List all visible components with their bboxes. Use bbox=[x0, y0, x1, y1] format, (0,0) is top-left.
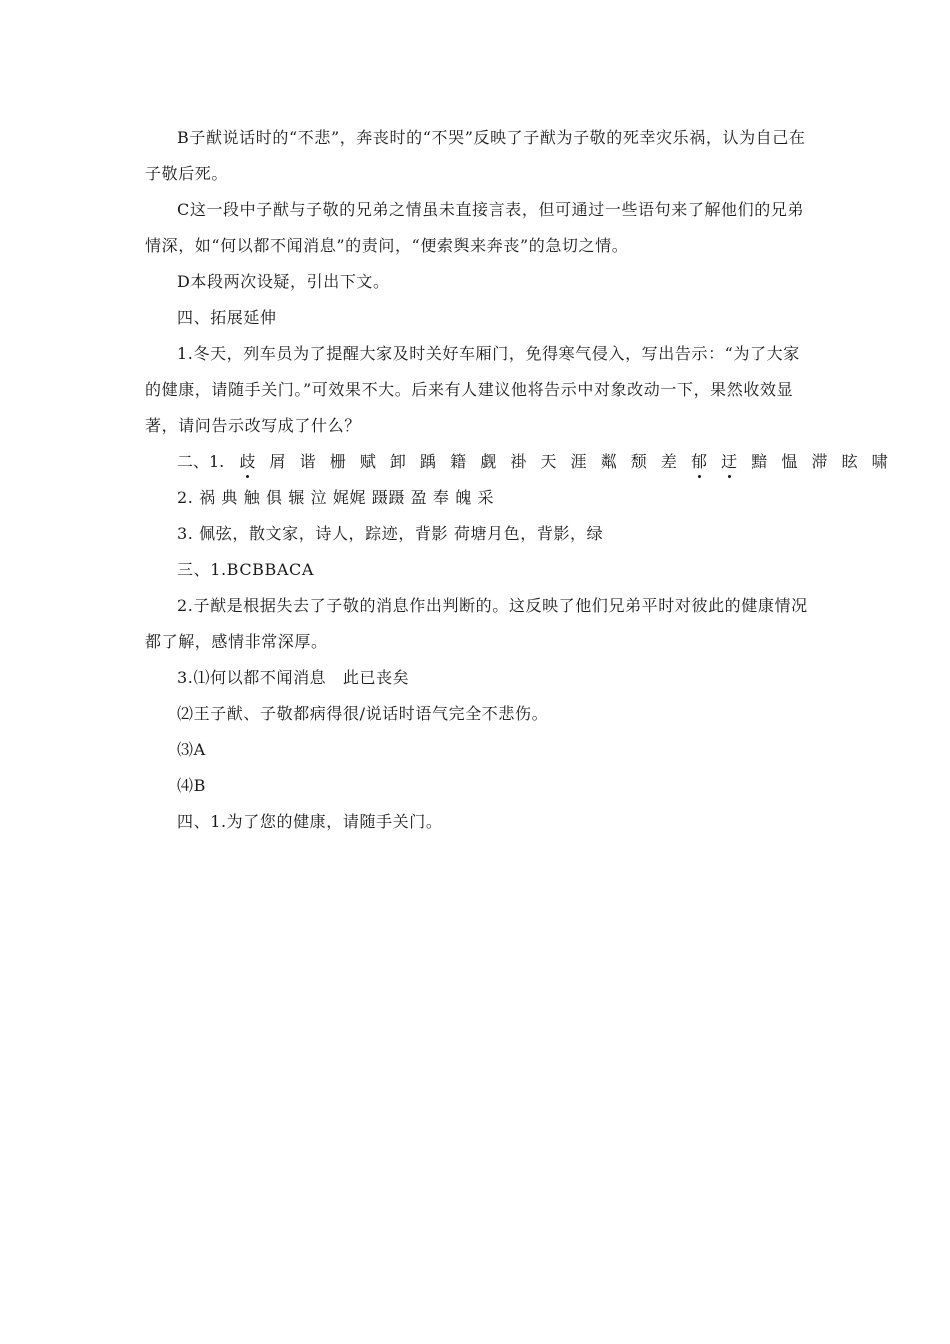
answer-char: 天 bbox=[540, 452, 557, 471]
answer-char: 滞 bbox=[811, 452, 828, 471]
answer-section-3-line-2: 2.子猷是根据失去了子敬的消息作出判断的。这反映了他们兄弟平时对彼此的健康情况都了解，感情非常深厚。 bbox=[145, 596, 808, 651]
answer-section-3-line-3-2: ⑵王子猷、子敬都病得很/说话时语气完全不悲伤。 bbox=[177, 704, 549, 723]
answer-char: 褂 bbox=[510, 452, 527, 471]
answer-line-2: 2. 祸 典 触 俱 辗 泣 娓娓 蹑蹑 盈 奉 魄 采 bbox=[177, 488, 495, 507]
answer-char: 郁 bbox=[691, 444, 707, 480]
option-b-paragraph: B子猷说话时的“不悲”，奔丧时的“不哭”反映了子猷为子敬的死幸灾乐祸，认为自己在子敬后死。 bbox=[145, 128, 806, 183]
answer-characters-line bbox=[145, 444, 888, 480]
answer-char: 愠 bbox=[781, 452, 798, 471]
answer-char: 籍 bbox=[450, 452, 467, 471]
answer-char: 粼 bbox=[600, 452, 617, 471]
answer-char: 赋 bbox=[359, 452, 376, 471]
answer-section-3-line-3-4: ⑷B bbox=[177, 776, 206, 795]
answer-char: 黯 bbox=[751, 452, 768, 471]
answer-char: 屑 bbox=[269, 452, 286, 471]
answer-char: 迂 bbox=[721, 444, 737, 480]
answer-char: 卸 bbox=[389, 452, 406, 471]
answer-section-3-line-3: 3.⑴何以都不闻消息 此已丧矣 bbox=[177, 668, 410, 687]
answer-char: 眩 bbox=[841, 452, 858, 471]
section-heading-extension: 四、拓展延伸 bbox=[177, 308, 277, 327]
answer-char: 歧 bbox=[239, 444, 255, 480]
answer-char: 涯 bbox=[570, 452, 587, 471]
answer-char: 栅 bbox=[329, 452, 346, 471]
answer-characters-label: 二、1. bbox=[177, 452, 225, 471]
answer-char: 觑 bbox=[480, 452, 497, 471]
answer-section-3-line-3-3: ⑶A bbox=[177, 740, 206, 759]
answer-section-3-line-1: 三、1.BCBBACA bbox=[177, 560, 315, 579]
answer-section-4-line-1: 四、1.为了您的健康，请随手关门。 bbox=[177, 812, 443, 831]
answer-char: 啸 bbox=[871, 452, 888, 471]
option-d-paragraph: D本段两次设疑，引出下文。 bbox=[177, 272, 390, 291]
answer-char: 颓 bbox=[630, 452, 647, 471]
document-content bbox=[145, 120, 888, 840]
answer-line-3: 3. 佩弦，散文家，诗人，踪迹，背影 荷塘月色，背影，绿 bbox=[177, 524, 604, 543]
answer-char: 差 bbox=[660, 452, 677, 471]
answer-char: 谐 bbox=[299, 452, 316, 471]
question-notice-paragraph: 1.冬天，列车员为了提醒大家及时关好车厢门，免得寒气侵入，写出告示：“为了大家的健康，请随手关门。”可效果不大。后来有人建议他将告示中对象改动一下，果然收效显著，请问告示改写成了什么？ bbox=[145, 344, 800, 435]
option-c-paragraph: C这一段中子猷与子敬的兄弟之情虽未直接言表，但可通过一些语句来了解他们的兄弟情深，如“何以都不闻消息”的责问，“便索舆来奔丧”的急切之情。 bbox=[145, 200, 805, 255]
answer-char: 踽 bbox=[420, 452, 437, 471]
